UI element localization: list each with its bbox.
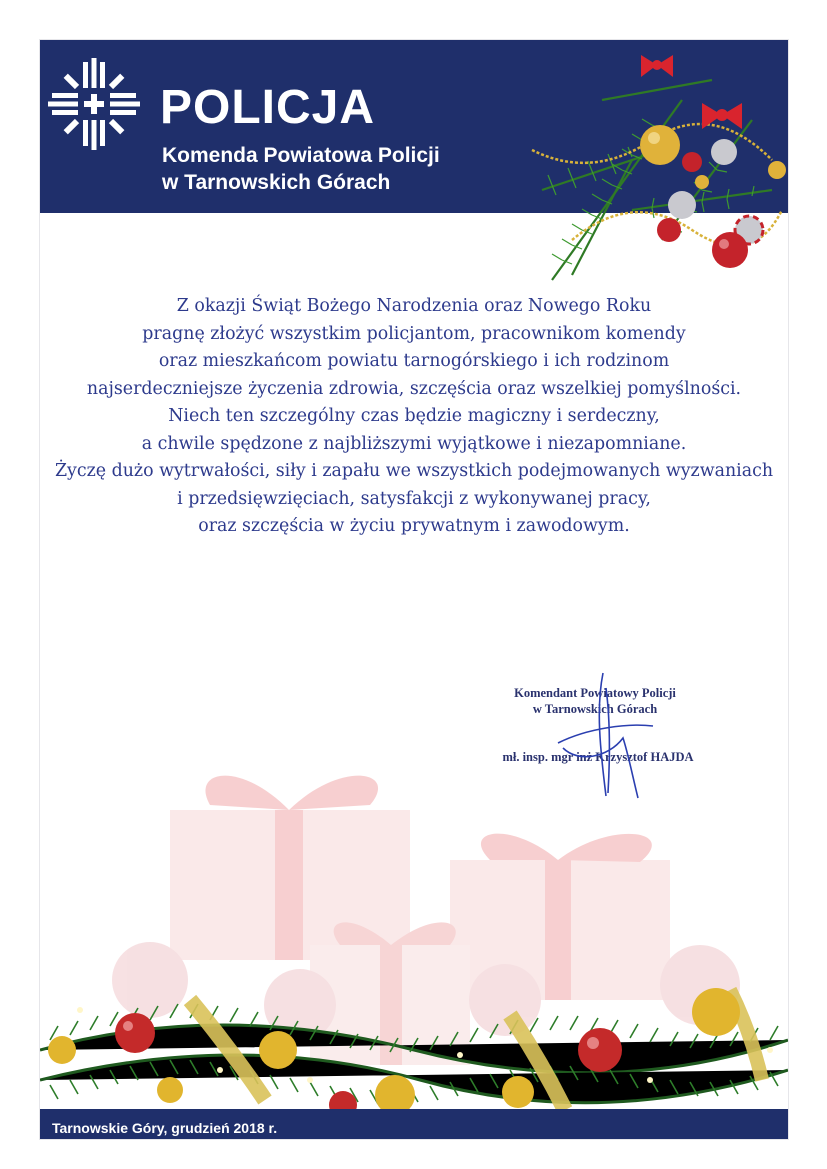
christmas-branch-decoration-icon [512,40,788,290]
greeting-text [40,293,788,541]
signatory-title-line2: w Tarnowskich Górach [532,702,658,716]
footer-place-date: Tarnowskie Góry, grudzień 2018 r. [52,1120,278,1136]
greeting-line: najserdeczniejsze życzenia zdrowia, szczęścia oraz wszelkiej pomyślności. [86,378,742,399]
greeting-line: i przedsięwzięciach, satysfakcji z wykonywanej pracy, [177,488,651,509]
signatory-title-line1: Komendant Powiatowy Policji [514,686,676,700]
gifts-garland-decoration-icon [40,750,788,1139]
greeting-line: oraz mieszkańcom powiatu tarnogórskiego i ich rodzinom [158,351,670,371]
unit-name-line2: w Tarnowskich Górach [162,171,391,194]
unit-name [162,142,440,196]
greeting-line: Życzę dużo wytrwałości, siły i zapału we wszystkich podejmowanych wyzwaniach [54,461,774,481]
brand-title: POLICJA [160,81,376,134]
greeting-line: pragnę złożyć wszystkim policjantom, pracownikom komendy [142,323,686,344]
police-star-logo-icon [48,58,140,150]
greeting-line: Z okazji Świąt Bożego Narodzenia oraz Nowego Roku [176,296,652,316]
unit-name-line1: Komenda Powiatowa Policji [162,144,440,167]
letter-page [40,40,788,1139]
greeting-line: Niech ten szczególny czas będzie magiczny i serdeczny, [168,406,660,426]
greeting-line: a chwile spędzone z najbliższymi wyjątkowe i niezapomniane. [141,433,687,454]
greeting-line: oraz szczęścia w życiu prywatnym i zawodowym. [198,516,630,536]
signatory-name: mł. insp. mgr inż Krzysztof HAJDA [502,750,694,764]
